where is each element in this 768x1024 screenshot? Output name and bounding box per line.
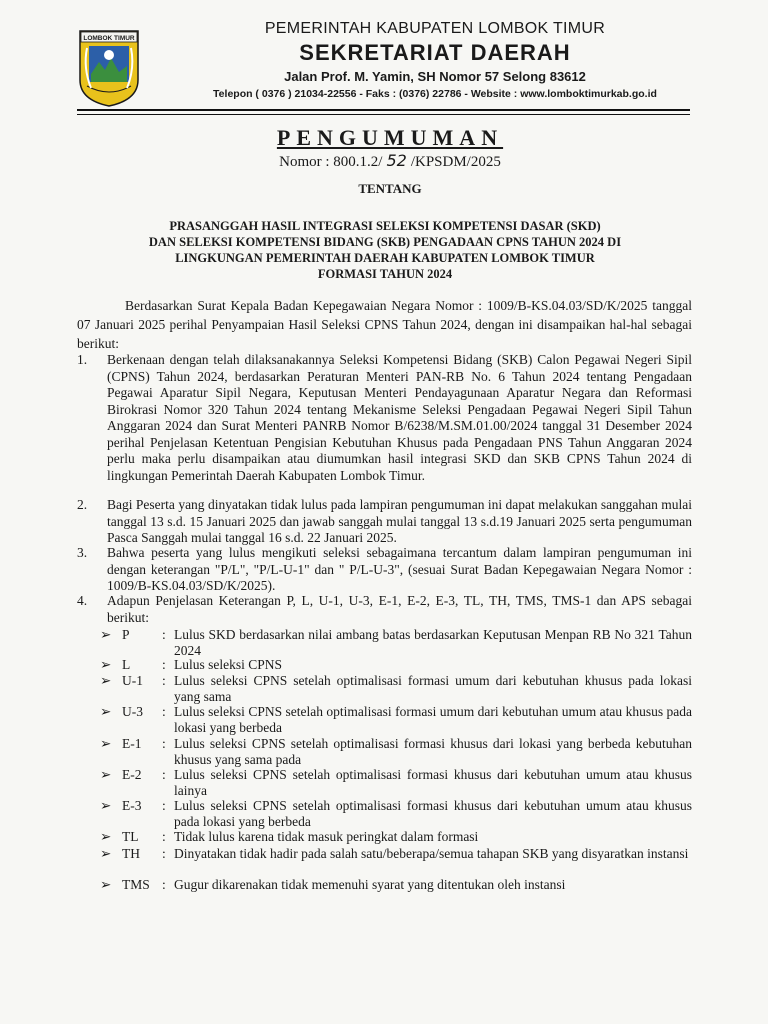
list-item	[77, 545, 692, 595]
office-contact: Telepon ( 0376 ) 21034-22556 - Faks : (0376) 22786 - Website : www.lomboktimurkab.go.id	[213, 88, 657, 100]
legend-code: U-1	[122, 673, 143, 688]
legend-row: ➢ E-3 : Lulus seleksi CPNS setelah optimalisasi formasi khusus dari kebutuhan umum atau khusus pada lokasi yang berbeda	[100, 798, 692, 829]
number-suffix: /KPSDM/2025	[410, 154, 501, 170]
legend-description: Lulus seleksi CPNS setelah optimalisasi formasi umum dari kebutuhan umum atau khusus pada lokasi yang berbeda	[174, 704, 692, 735]
list-item	[77, 497, 692, 547]
legend-description: Gugur dikarenakan tidak memenuhi syarat yang ditentukan oleh instansi	[174, 877, 566, 892]
legend-code: E-2	[122, 767, 142, 782]
subject-line: FORMASI TAHUN 2024	[317, 267, 453, 281]
logo-label: LOMBOK TIMUR	[83, 35, 135, 42]
legend-description: Lulus SKD berdasarkan nilai ambang batas berdasarkan Keputusan Menpan RB No 321 Tahun 2024	[174, 627, 692, 658]
arrow-bullet-icon: ➢	[100, 657, 112, 672]
number-handwritten: 52	[386, 151, 407, 170]
item-text: Adapun Penjelasan Keterangan P, L, U-1, U-3, E-1, E-2, E-3, TL, TH, TMS, TMS-1 dan APS sebagai berikut:	[107, 593, 692, 625]
legend-code: E-3	[122, 798, 142, 813]
legend-description: Lulus seleksi CPNS setelah optimalisasi formasi khusus dari kebutuhan umum atau khusus pada lokasi yang berbeda	[174, 798, 692, 829]
office-name: SEKRETARIAT DAERAH	[299, 40, 571, 65]
legend-description: Dinyatakan tidak hadir pada salah satu/beberapa/semua tahapan SKB yang disyaratkan instansi	[174, 846, 689, 861]
item-text: Berkenaan dengan telah dilaksanakannya Seleksi Kompetensi Bidang (SKB) Calon Pegawai Negeri Sipil (CPNS) Tahun 2024, berdasarkan Peraturan Menteri PAN-RB No. 6 Tahun 2024 tentang Pengadaan Pegawai Aparatur Sipil Negara, Keputusan Menteri Pendayagunaan Aparatur Negara dan Reformasi Birokrasi Nomor 320 Tahun 2024 tentang Mekanisme Seleksi Pengadaan Pegawai Negeri Sipil Tahun Anggaran 2024 dan Surat Menteri PANRB Nomor B/6238/M.SM.01.00/2024 tanggal 31 Desember 2024 perihal Penjelasan Ketentuan Pengisian Kebutuhan Khusus pada Pengadaan PNS Tahun Anggaran 2024 perlu maka perlu disampaikan atau diumumkan hasil integrasi SKD dan SKB CPNS Tahun 2024 di lingkungan Pemerintah Daerah Kabupaten Lombok Timur.	[107, 352, 692, 483]
arrow-bullet-icon: ➢	[100, 627, 112, 642]
item-number: 3.	[77, 545, 88, 560]
legend-description: Lulus seleksi CPNS setelah optimalisasi formasi khusus dari lokasi yang berbeda kebutuhan khusus yang sama pada	[174, 736, 692, 767]
legend-code: L	[122, 657, 131, 672]
number-prefix: Nomor : 800.1.2/	[279, 154, 383, 170]
item-text: Bagi Peserta yang dinyatakan tidak lulus pada lampiran pengumuman ini dapat melakukan sanggahan mulai tanggal 13 s.d. 15 Januari 2025 dan jawab sanggah mulai tanggal 13 s.d.19 Januari 2025 serta pengumuman Pasca Sanggah mulai tanggal 16 s.d. 22 Januari 2025.	[107, 497, 692, 545]
announcement-title: PENGUMUMAN	[276, 125, 504, 150]
government-name: PEMERINTAH KABUPATEN LOMBOK TIMUR	[264, 20, 606, 37]
legend-row: ➢ TL : Tidak lulus karena tidak masuk peringkat dalam formasi	[100, 829, 692, 845]
legend-description: Tidak lulus karena tidak masuk peringkat dalam formasi	[174, 829, 479, 844]
item-number: 2.	[77, 497, 88, 512]
subject-line: DAN SELEKSI KOMPETENSI BIDANG (SKB) PENGADAAN CPNS TAHUN 2024 DI	[148, 235, 622, 249]
list-item	[77, 352, 692, 484]
arrow-bullet-icon: ➢	[100, 704, 112, 719]
legend-row: ➢ L : Lulus seleksi CPNS	[100, 657, 692, 673]
letterhead-rule-thin	[77, 114, 690, 115]
announcement-subject	[95, 218, 675, 282]
item-text: Bahwa peserta yang lulus mengikuti seleksi sebagaimana tercantum dalam lampiran pengumuman ini dengan keterangan "P/L", "P/L-U-1" dan " P/L-U-3", (sesuai Surat Badan Kepegawaian Negara Nomor : 1009/B-KS.04.03/SD/K/2025).	[107, 545, 692, 593]
subject-line: LINGKUNGAN PEMERINTAH DAERAH KABUPATEN LOMBOK TIMUR	[175, 251, 595, 265]
legend-row: ➢ U-3 : Lulus seleksi CPNS setelah optimalisasi formasi umum dari kebutuhan umum atau khusus pada lokasi yang berbeda	[100, 704, 692, 735]
about-heading: TENTANG	[358, 181, 422, 196]
legend-code: TH	[122, 846, 140, 861]
arrow-bullet-icon: ➢	[100, 798, 112, 813]
legend-row: ➢ TH : Dinyatakan tidak hadir pada salah satu/beberapa/semua tahapan SKB yang disyaratkan instansi	[100, 846, 692, 862]
item-number: 4.	[77, 593, 88, 608]
arrow-bullet-icon: ➢	[100, 829, 112, 844]
arrow-bullet-icon: ➢	[100, 736, 112, 751]
item-number: 1.	[77, 352, 88, 367]
legend-description: Lulus seleksi CPNS setelah optimalisasi formasi umum dari kebutuhan khusus pada lokasi yang sama	[174, 673, 692, 704]
letterhead-rule-thick	[77, 109, 690, 111]
arrow-bullet-icon: ➢	[100, 767, 112, 782]
legend-row: ➢ P : Lulus SKD berdasarkan nilai ambang batas berdasarkan Keputusan Menpan RB No 321 Tahun 2024	[100, 627, 692, 658]
legend-row: ➢ TMS : Gugur dikarenakan tidak memenuhi syarat yang ditentukan oleh instansi	[100, 877, 692, 893]
arrow-bullet-icon: ➢	[100, 877, 112, 892]
legend-description: Lulus seleksi CPNS	[174, 657, 283, 672]
legend-row: ➢ E-2 : Lulus seleksi CPNS setelah optimalisasi formasi khusus dari kebutuhan umum atau khusus lainya	[100, 767, 692, 798]
intro-paragraph: Berdasarkan Surat Kepala Badan Kepegawaian Negara Nomor : 1009/B-KS.04.03/SD/K/2025 tanggal 07 Januari 2025 perihal Penyampaian Hasil Seleksi CPNS Tahun 2024, dengan ini disampaikan hal-hal sebagai berikut:	[77, 298, 692, 351]
legend-description: Lulus seleksi CPNS setelah optimalisasi formasi khusus dari kebutuhan umum atau khusus lainya	[174, 767, 692, 798]
announcement-number	[230, 151, 550, 171]
legend-code: P	[122, 627, 130, 642]
legend-row: ➢ U-1 : Lulus seleksi CPNS setelah optimalisasi formasi umum dari kebutuhan khusus pada lokasi yang sama	[100, 673, 692, 704]
regency-emblem-logo	[77, 28, 141, 108]
list-item	[77, 593, 692, 626]
legend-code: TL	[122, 829, 139, 844]
legend-code: U-3	[122, 704, 143, 719]
legend-code: E-1	[122, 736, 142, 751]
legend-code: TMS	[122, 877, 150, 892]
arrow-bullet-icon: ➢	[100, 846, 112, 861]
arrow-bullet-icon: ➢	[100, 673, 112, 688]
office-address: Jalan Prof. M. Yamin, SH Nomor 57 Selong 83612	[284, 69, 586, 84]
subject-line: PRASANGGAH HASIL INTEGRASI SELEKSI KOMPETENSI DASAR (SKD)	[169, 219, 601, 233]
legend-row: ➢ E-1 : Lulus seleksi CPNS setelah optimalisasi formasi khusus dari lokasi yang berbeda kebutuhan khusus yang sama pada	[100, 736, 692, 767]
